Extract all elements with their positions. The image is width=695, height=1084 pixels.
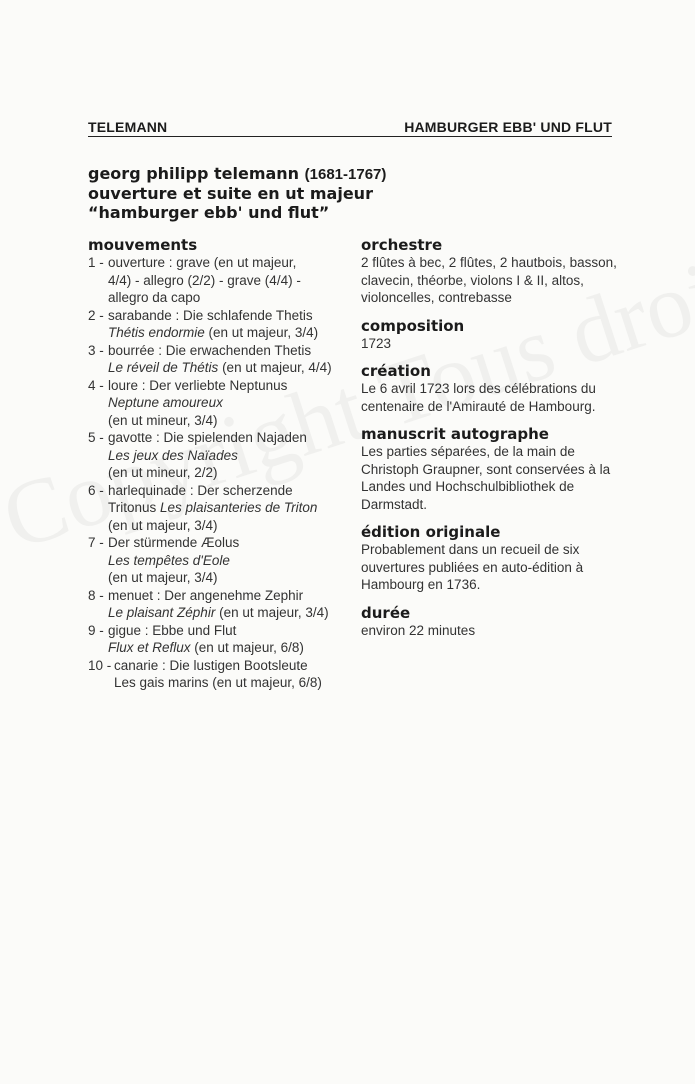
movement-item xyxy=(88,377,350,430)
movement-item xyxy=(88,429,350,482)
creation-section xyxy=(361,362,623,415)
composer-name: georg philipp telemann xyxy=(88,164,300,183)
movement-item xyxy=(88,307,350,342)
creation-heading: création xyxy=(361,362,431,380)
duree-heading: durée xyxy=(361,603,411,622)
composer-years: (1681-1767) xyxy=(304,166,387,183)
movement-item xyxy=(88,657,350,692)
movement-number: 10 - xyxy=(88,657,112,673)
movement-french-title: Thétis endormie xyxy=(108,325,205,340)
composition-text: 1723 xyxy=(361,335,392,351)
movement-french-title: Le réveil de Thétis xyxy=(108,360,219,375)
movement-number: 3 - xyxy=(88,342,104,358)
movement-line xyxy=(108,639,350,657)
movement-key: (en ut mineur, 2/2) xyxy=(108,465,218,480)
movement-french-title: Les tempêtes d'Eole xyxy=(108,552,230,568)
movement-number: 4 - xyxy=(88,377,104,393)
header-work-title: HAMBURGER EBB' UND FLUT xyxy=(404,119,612,135)
movement-number: 2 - xyxy=(88,307,104,323)
edition-text: Probablement dans un recueil de six ouvertures publiées en auto-édition à Hambourg en 1736. xyxy=(361,542,584,592)
edition-section xyxy=(361,523,623,594)
movement-item xyxy=(88,622,350,657)
movement-number: 1 - xyxy=(88,255,104,270)
movement-key: (en ut majeur, 3/4) xyxy=(215,605,329,620)
edition-heading: édition originale xyxy=(361,523,501,541)
movement-french-title: Les jeux des Naïades xyxy=(108,447,238,463)
movement-number: 5 - xyxy=(88,430,104,445)
orchestre-section xyxy=(361,236,623,307)
movement-line: ouverture : grave (en ut majeur, xyxy=(108,255,297,270)
movement-number: 9 - xyxy=(88,622,104,638)
orchestre-heading: orchestre xyxy=(361,236,443,254)
movement-item xyxy=(88,254,350,307)
details-column xyxy=(361,236,623,643)
movements-heading: mouvements xyxy=(88,236,198,254)
movement-line: canarie : Die lustigen Bootsleute xyxy=(114,657,308,673)
movement-line: gigue : Ebbe und Flut xyxy=(108,622,237,638)
movement-key: (en ut majeur, 3/4) xyxy=(204,325,319,340)
creation-text: Le 6 avril 1723 lors des célébrations du centenaire de l'Amirauté de Hambourg. xyxy=(361,381,596,414)
movement-line: allegro da capo xyxy=(108,290,201,305)
movement-number: 7 - xyxy=(88,535,104,550)
movement-line: menuet : Der angenehme Zephir xyxy=(108,587,304,603)
movement-number: 6 - xyxy=(88,482,104,498)
movement-french-title: Flux et Reflux xyxy=(108,640,191,655)
movement-line xyxy=(108,359,350,377)
movement-line: harlequinade : Der scherzende xyxy=(108,482,293,498)
movement-line: Les gais marins (en ut majeur, 6/8) xyxy=(114,675,322,690)
movement-french-title: Le plaisant Zéphir xyxy=(108,605,216,620)
movement-line: Der stürmende Æolus xyxy=(108,535,240,550)
movement-item xyxy=(88,482,350,535)
movement-line xyxy=(108,604,350,622)
movement-key: (en ut majeur, 3/4) xyxy=(108,517,218,533)
manuscrit-section xyxy=(361,425,623,513)
manuscrit-heading: manuscrit autographe xyxy=(361,425,549,443)
work-title: ouverture et suite en ut majeur xyxy=(88,184,373,203)
movement-line xyxy=(108,324,350,342)
movement-number: 8 - xyxy=(88,587,104,603)
movement-line: gavotte : Die spielenden Najaden xyxy=(108,430,307,445)
movement-line: bourrée : Die erwachenden Thetis xyxy=(108,342,312,358)
duree-section xyxy=(361,604,623,640)
manuscrit-text: Les parties séparées, de la main de Christoph Graupner, sont conservées à la Landes und Hochschulbibliothek de Darmstadt. xyxy=(361,444,611,512)
movement-line: sarabande : Die schlafende Thetis xyxy=(108,307,313,323)
movement-line: loure : Der verliebte Neptunus xyxy=(108,377,288,393)
movement-item xyxy=(88,587,350,622)
movement-item xyxy=(88,342,350,377)
duree-text: environ 22 minutes xyxy=(361,622,476,638)
movement-french-title: Les plaisanteries de Triton xyxy=(160,500,318,515)
running-header xyxy=(88,119,612,137)
movement-line: 4/4) - allegro (2/2) - grave (4/4) - xyxy=(108,272,301,288)
orchestre-text: 2 flûtes à bec, 2 flûtes, 2 hautbois, basson, clavecin, théorbe, violons I & II, altos, violoncelles, contrebasse xyxy=(361,255,617,305)
composition-heading: composition xyxy=(361,316,465,335)
movement-key: (en ut majeur, 3/4) xyxy=(108,570,218,585)
header-composer: TELEMANN xyxy=(88,119,168,135)
movement-german-word: Tritonus xyxy=(108,500,161,515)
movement-item xyxy=(88,534,350,587)
movements-column xyxy=(88,236,350,692)
composition-section xyxy=(361,317,623,353)
movement-key: (en ut majeur, 6/8) xyxy=(190,640,304,655)
work-subtitle: “hamburger ebb' und flut” xyxy=(88,203,330,222)
movement-line xyxy=(108,499,350,517)
composer-line xyxy=(88,164,628,184)
movement-key: (en ut mineur, 3/4) xyxy=(108,412,218,428)
movement-key: (en ut majeur, 4/4) xyxy=(218,360,332,375)
movement-french-title: Neptune amoureux xyxy=(108,395,223,410)
title-block xyxy=(88,164,628,222)
